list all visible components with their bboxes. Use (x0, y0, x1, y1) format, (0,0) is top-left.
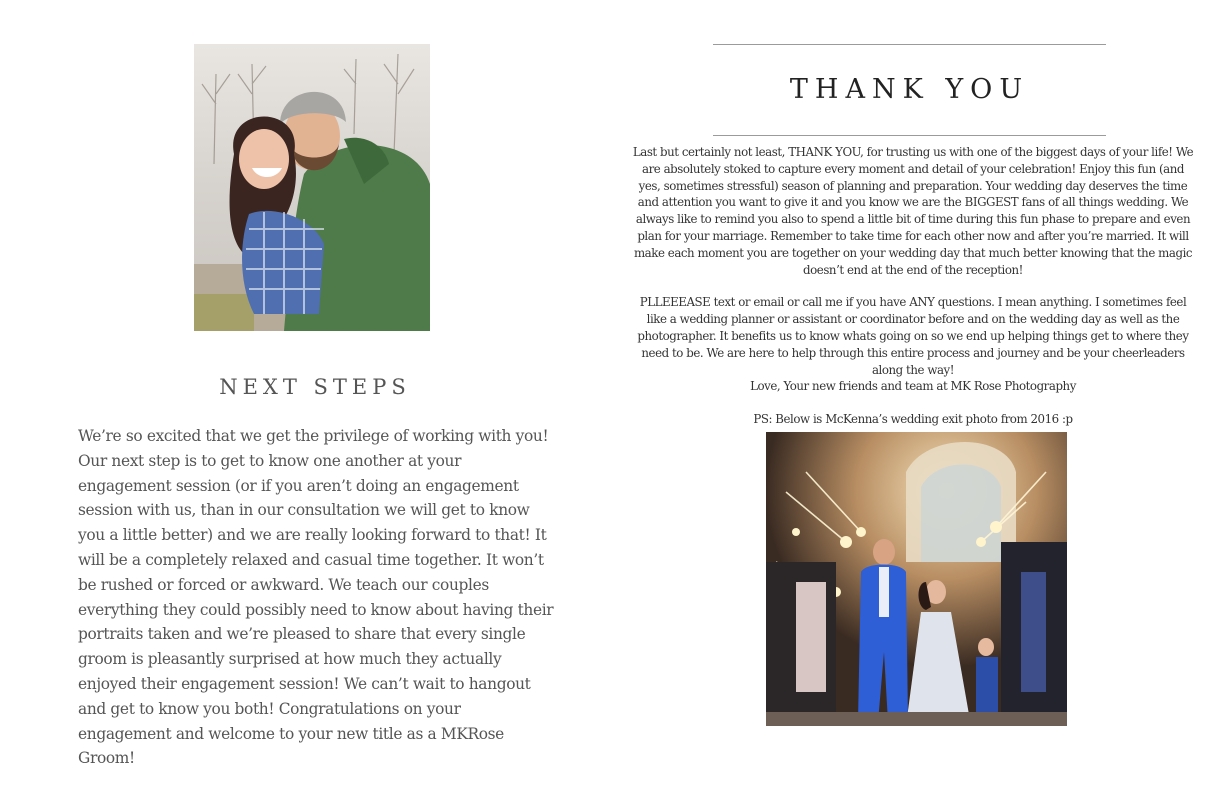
thank-you-body (630, 144, 1196, 428)
wedding-exit-photo (766, 432, 1067, 726)
thank-you-heading: THANK YOU (789, 74, 1030, 105)
thank-you-paragraph-2: PLLEEEASE text or email or call me if you have ANY questions. I mean anything. I sometimes feel like a wedding planner or assistant or coordinator before and on the wedding day as well as the photographer. It benefits us to know whats going on so we end up helping things get to where they need to be. We are here to help through this entire process and journey and be your cheerleaders along the way! (637, 295, 1189, 377)
engagement-photo (194, 44, 430, 331)
top-divider (713, 44, 1106, 45)
ps-note: PS: Below is McKenna’s wedding exit photo from 2016 :p (753, 412, 1073, 427)
next-steps-heading: NEXT STEPS (219, 375, 411, 399)
bottom-divider (713, 135, 1106, 136)
thank-you-paragraph-1: Last but certainly not least, THANK YOU, for trusting us with one of the biggest days of your life! We are absolutely stoked to capture every moment and detail of your celebration! Enjoy this fun (and yes, sometimes stressful) season of planning and preparation. Your wedding day deserves the time and attention you want to give it and you know we are the BIGGEST fans of all things wedding. We always like to remind you also to spend a little bit of time during this fun phase to prepare and even plan for your marriage. Remember to take time for each other now and after you’re married. It will make each moment you are together on your wedding day that much better knowing that the magic doesn’t end at the end of the reception! (632, 145, 1194, 277)
next-steps-body: We’re so excited that we get the privilege of working with you! Our next step is to get to know one another at your engagement session (or if you aren’t doing an engagement session with us, than in our consultation we will get to know you a little better) and we are really looking forward to that! It will be a completely relaxed and casual time together. It won’t be rushed or forced or awkward. We teach our couples everything they could possibly need to know about having their portraits taken and we’re pleased to share that every single groom is pleasantly surprised at how much they actually enjoyed their engagement session! We can’t wait to hangout and get to know you both! Congratulations on your engagement and welcome to your new title as a MKRose Groom! (78, 427, 554, 768)
signoff: Love, Your new friends and team at MK Rose Photography (750, 379, 1076, 394)
